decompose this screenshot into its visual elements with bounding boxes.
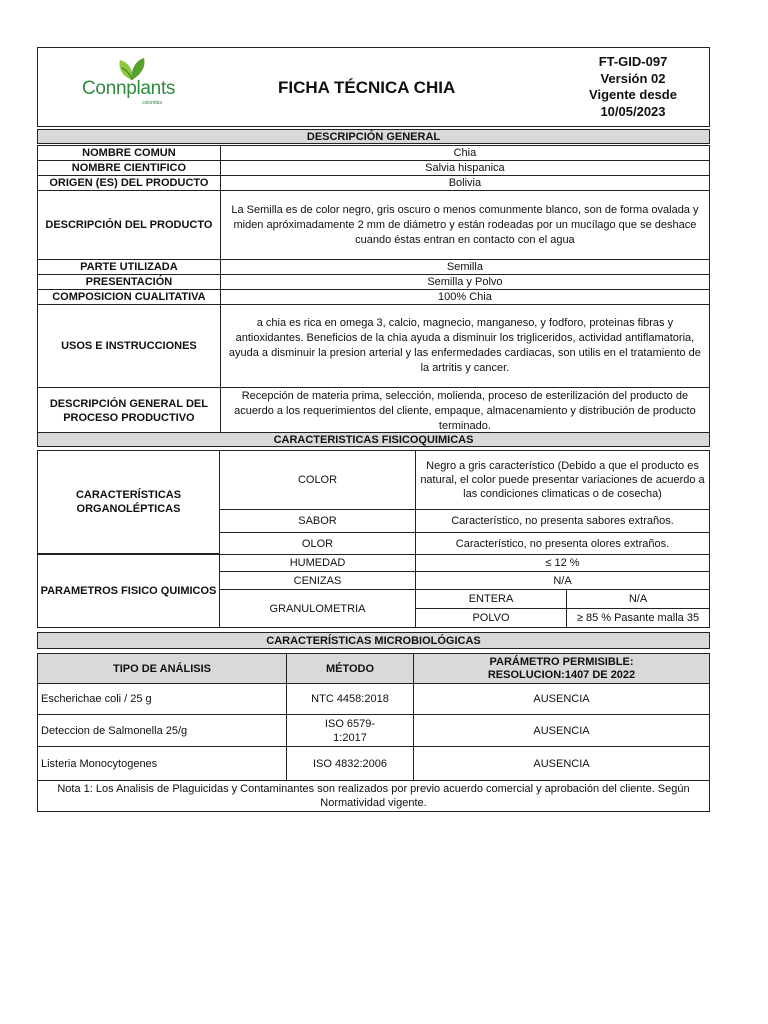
analysis-ecoli: Escherichae coli / 25 g	[37, 683, 287, 715]
general-row-common-name	[38, 146, 710, 161]
param-humidity: HUMEDAD	[219, 554, 416, 572]
general-row-qualitative-composition	[38, 290, 710, 305]
col-param-line1: PARÁMETRO PERMISIBLE:	[489, 655, 634, 668]
value-color: Negro a gris característico (Debido a que el producto es natural, el color puede presentar variaciones de acuerdo a las condiciones climaticas o de cosecha)	[415, 450, 710, 510]
general-row-production-process	[38, 388, 710, 435]
value-common-name: Chia	[220, 146, 709, 161]
section-title-micro: CARACTERÍSTICAS MICROBIOLÓGICAS	[37, 632, 710, 649]
valid-label: Vigente desde	[589, 87, 677, 102]
param-color: COLOR	[219, 450, 416, 510]
value-origin: Bolivia	[220, 176, 709, 191]
value-whole: N/A	[566, 589, 710, 609]
section-title-physchem: CARACTERISTICAS FISICOQUIMICAS	[37, 432, 710, 447]
label-origin: ORIGEN (ES) DEL PRODUCTO	[38, 176, 221, 191]
organoleptic-label: CARACTERÍSTICAS ORGANOLÉPTICAS	[37, 450, 220, 554]
method-salmonella: ISO 6579-1:2017	[286, 714, 414, 747]
label-qualitative-composition: COMPOSICION CUALITATIVA	[38, 290, 221, 305]
document-meta	[558, 54, 708, 120]
micro-note: Nota 1: Los Analisis de Plaguicidas y Contaminantes son realizados por previo acuerdo comercial y aprobación del cliente. Según Normatividad vigente.	[37, 780, 710, 812]
company-logo	[82, 54, 182, 114]
general-row-used-part	[38, 260, 710, 275]
param-ash: CENIZAS	[219, 571, 416, 590]
label-uses-instructions: USOS E INSTRUCCIONES	[38, 305, 221, 388]
fq-params-label: PARAMETROS FISICO QUIMICOS	[37, 554, 220, 628]
general-row-scientific-name	[38, 161, 710, 176]
general-table	[37, 145, 710, 435]
value-scientific-name: Salvia hispanica	[220, 161, 709, 176]
valid-date: 10/05/2023	[600, 103, 666, 119]
result-listeria: AUSENCIA	[413, 746, 710, 781]
label-product-description: DESCRIPCIÓN DEL PRODUCTO	[38, 191, 221, 260]
value-production-process: Recepción de materia prima, selección, molienda, proceso de esterilización del producto de acuerdo a los requerimientos del cliente, empaque, almacenamiento y distribución de producto terminado.	[220, 388, 709, 435]
value-smell: Característico, no presenta olores extraños.	[415, 532, 710, 555]
document-version: Versión 02	[600, 70, 666, 86]
result-salmonella: AUSENCIA	[413, 714, 710, 747]
col-param-line2: RESOLUCION:1407 DE 2022	[487, 668, 636, 681]
value-used-part: Semilla	[220, 260, 709, 275]
logo-subtext: colombia	[142, 100, 163, 106]
physchem-table	[37, 450, 710, 628]
param-taste: SABOR	[219, 509, 416, 533]
param-smell: OLOR	[219, 532, 416, 555]
value-qualitative-composition: 100% Chia	[220, 290, 709, 305]
logo-text: Connplants	[82, 78, 176, 99]
document-title: FICHA TÉCNICA CHIA	[278, 78, 456, 97]
method-ecoli: NTC 4458:2018	[286, 683, 414, 715]
value-powder: ≥ 85 % Pasante malla 35	[566, 608, 710, 628]
sub-whole: ENTERA	[415, 589, 567, 609]
sub-powder: POLVO	[415, 608, 567, 628]
analysis-listeria: Listeria Monocytogenes	[37, 746, 287, 781]
document-header	[37, 47, 710, 127]
result-ecoli: AUSENCIA	[413, 683, 710, 715]
general-row-origin	[38, 176, 710, 191]
value-product-description: La Semilla es de color negro, gris oscuro o menos comunmente blanco, son de forma ovalada y miden apróximadamente 2 mm de diámetro y están rodeadas por un mucílago que se deshace cuando éstas entran en contacto con el agua	[220, 191, 709, 260]
general-row-product-description	[38, 191, 710, 260]
general-row-presentation	[38, 275, 710, 290]
analysis-salmonella: Deteccion de Salmonella 25/g	[37, 714, 287, 747]
value-presentation: Semilla y Polvo	[220, 275, 709, 290]
value-uses-instructions: a chia es rica en omega 3, calcio, magnecio, manganeso, y fodforo, proteinas fibras y antioxidantes. Beneficios de la chia ayuda a disminuir los trigliceridos, actividad antiflamatoria, ayuda a disminuir la presion arterial y las enfermedades cardiacas, son utilis en el tratamiento de la artritis y cancer.	[220, 305, 709, 388]
col-method: MÉTODO	[286, 653, 414, 684]
param-granulometry: GRANULOMETRIA	[219, 589, 416, 628]
col-analysis: TIPO DE ANÁLISIS	[37, 653, 287, 684]
label-presentation: PRESENTACIÓN	[38, 275, 221, 290]
label-production-process: DESCRIPCIÓN GENERAL DEL PROCESO PRODUCTIVO	[38, 388, 221, 435]
value-ash: N/A	[415, 571, 710, 590]
micro-table	[37, 653, 710, 812]
document-code: FT-GID-097	[598, 54, 668, 69]
label-scientific-name: NOMBRE CIENTIFICO	[38, 161, 221, 176]
col-param	[413, 653, 710, 684]
label-common-name: NOMBRE COMUN	[38, 146, 221, 161]
section-title-general: DESCRIPCIÓN GENERAL	[37, 129, 710, 144]
label-used-part: PARTE UTILIZADA	[38, 260, 221, 275]
value-taste: Característico, no presenta sabores extraños.	[415, 509, 710, 533]
method-listeria: ISO 4832:2006	[286, 746, 414, 781]
value-humidity: ≤ 12 %	[415, 554, 710, 572]
general-row-uses-instructions	[38, 305, 710, 388]
